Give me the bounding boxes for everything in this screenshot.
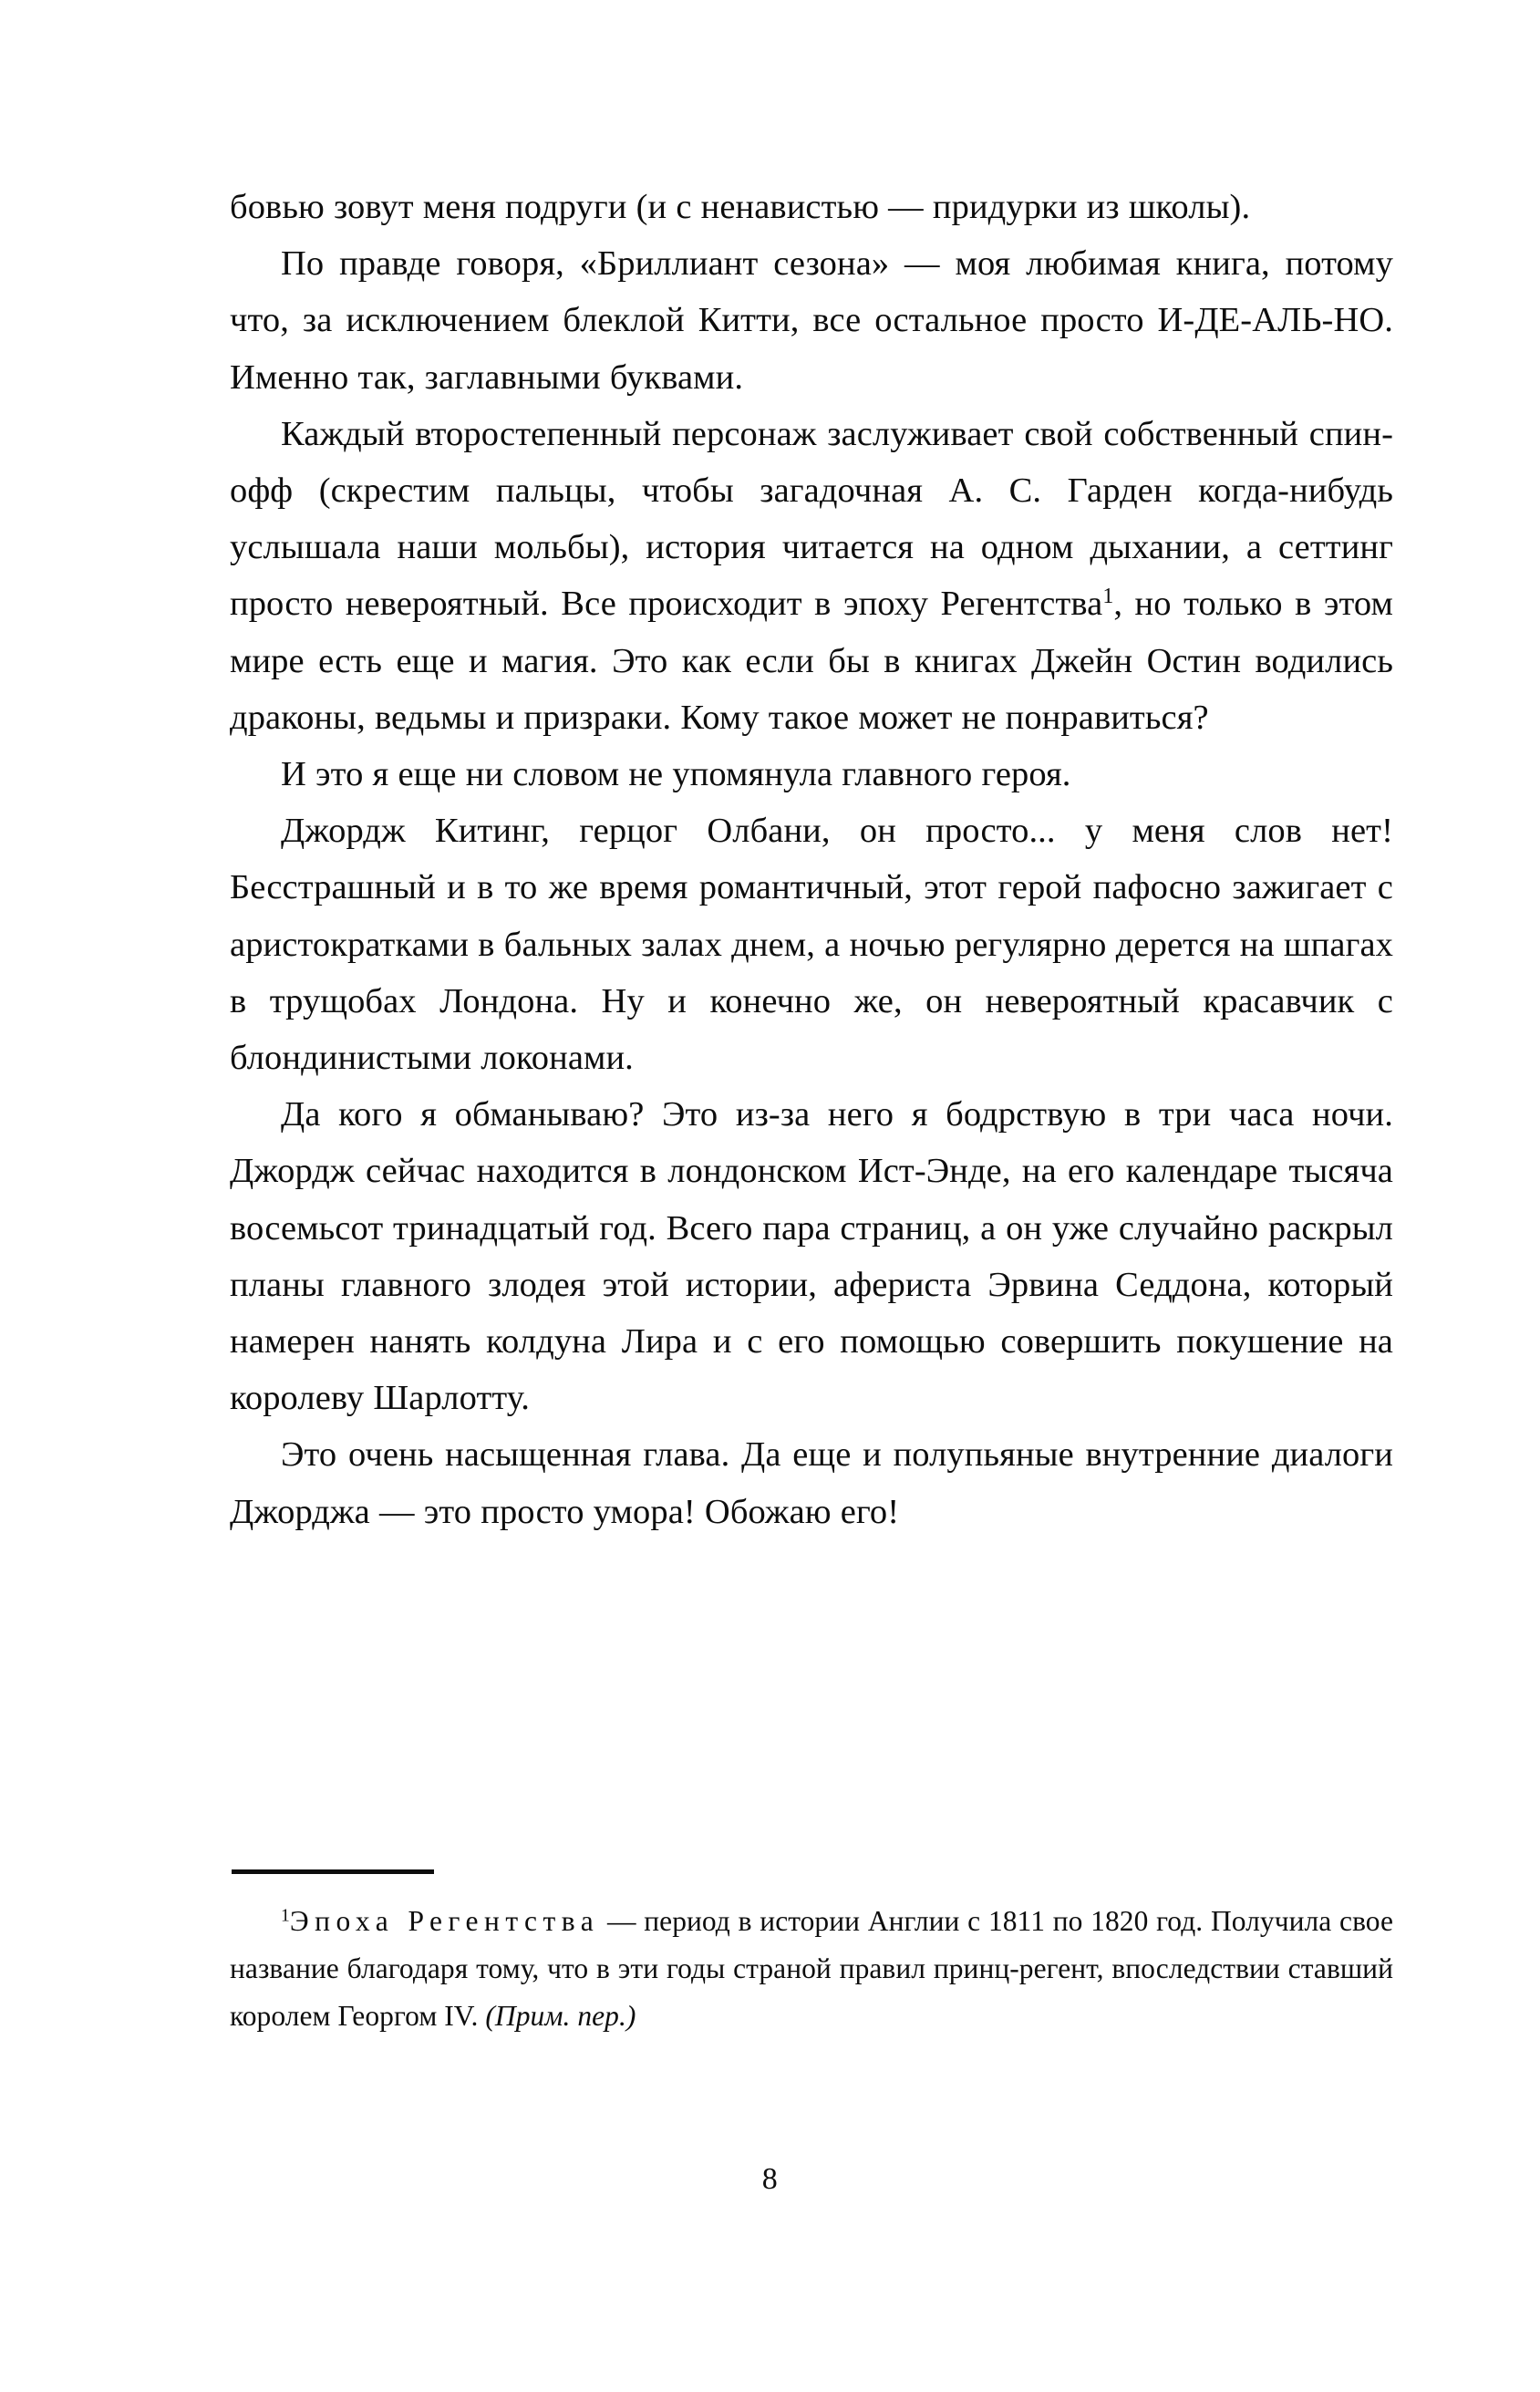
footnote-reference-icon[interactable]: 1 — [1102, 585, 1114, 609]
paragraph-regency-setting-part-two: , но только в этом мире есть еще и магия. Это как если бы в книгах Джейн Остин водились драконы, ведьмы и призраки. Кому такое может не понравиться? — [230, 585, 1393, 737]
body-text-block — [230, 179, 1393, 1540]
paragraph-regency-setting — [230, 406, 1393, 746]
page-number: 8 — [761, 2162, 779, 2196]
footnote-body: — период в истории Англии с 1811 по 1820 год. Получила свое название благодаря тому, что в эти годы страной правил принц-регент, впоследствии ставший королем Георгом IV. — [230, 1905, 1393, 2032]
paragraph-main-hero-teaser: И это я еще ни словом не упомянула главного героя. — [281, 755, 1071, 794]
footnote-zone — [230, 1869, 1393, 2040]
paragraph-continuation: бовью зовут меня подруги (и с ненавистью — придурки из школы). — [230, 188, 1251, 226]
paragraph-george-keating: Джордж Китинг, герцог Олбани, он просто... у меня слов нет! Бесстрашный и в то же время романтичный, этот герой пафосно зажигает с аристократками в бальных залах днем, а ночью регулярно дерется на шпагах в трущобах Лондона. Ну и конечно же, он невероятный красавчик с блондинистыми локонами. — [230, 812, 1393, 1078]
footnote-entry — [230, 1898, 1393, 2040]
footnote-source-note: (Прим. пер.) — [485, 2000, 636, 2032]
paragraph-favorite-book: По правде говоря, «Бриллиант сезона» — моя любимая книга, потому что, за исключением блеклой Китти, все остальное просто И-ДЕ-АЛЬ-НО. Именно так, заглавными буквами. — [230, 244, 1393, 397]
paragraph-three-am: Да кого я обманываю? Это из-за него я бодрствую в три часа ночи. Джордж сейчас находится в лондонском Ист-Энде, на его календаре тысяча восемьсот тринадцатый год. Всего пара страниц, а он уже случайно раскрыл планы главного злодея этой истории, афериста Эрвина Седдона, который намерен нанять колдуна Лира и с его помощью совершить покушение на королеву Шарлотту. — [230, 1095, 1393, 1418]
footnote-separator-rule — [232, 1869, 434, 1874]
paragraph-intense-chapter: Это очень насыщенная глава. Да еще и полупьяные внутренние диалоги Джорджа — это просто умора! Обожаю его! — [230, 1435, 1393, 1531]
footnote-marker: 1 — [281, 1906, 290, 1926]
footnote-term: Эпоха Регентства — [289, 1905, 600, 1937]
paragraph-regency-setting-part-one: Каждый второстепенный персонаж заслуживает свой собственный спин-офф (скрестим пальцы, чтобы загадочная А. С. Гарден когда-нибудь услышала наши мольбы), история читается на одном дыхании, а сеттинг просто невероятный. Все происходит в эпоху Регентства — [230, 414, 1393, 624]
